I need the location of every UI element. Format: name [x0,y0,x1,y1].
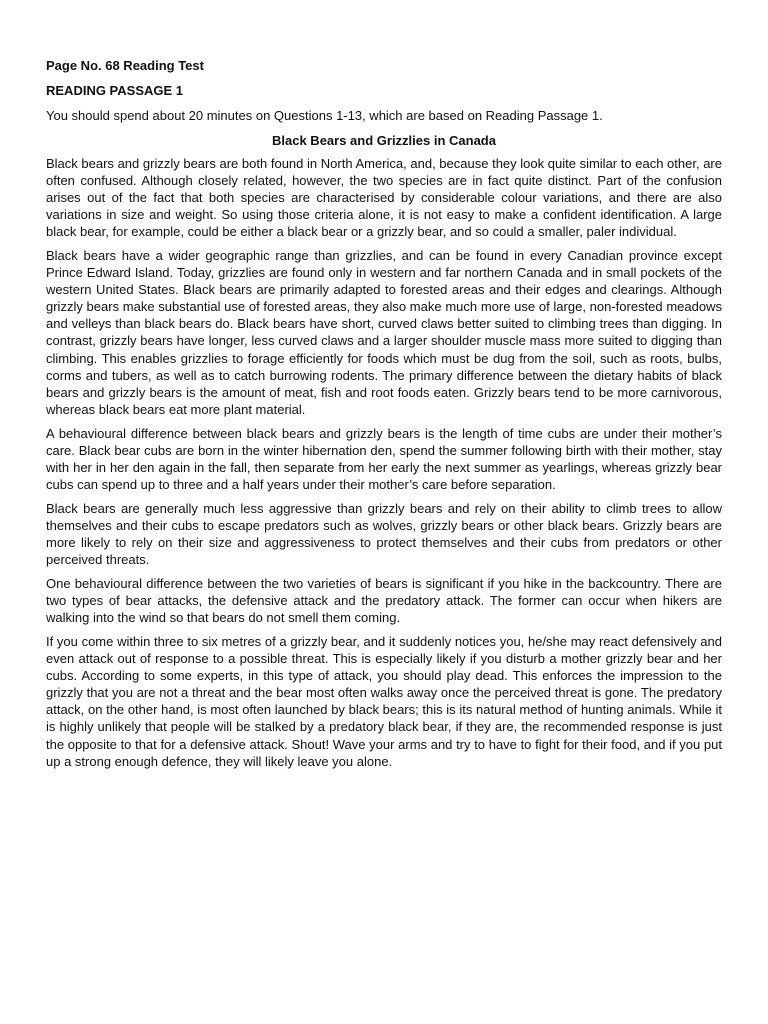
section-label: READING PASSAGE 1 [46,83,184,98]
paragraph-1: Black bears and grizzly bears are both found in North America, and, because they look quite similar to each other, are often confused. Although closely related, however, the two species are in fact quite distinct. Part of the confusion arises out of the fact that both species are characterised by considerable colour variations, and there are also variations in size and weight. So using those criteria alone, it is not easy to make a confident identification. A large black bear, for example, could be either a black bear or a grizzly bear, and so could a smaller, paler individual. [46,156,722,240]
paragraph-4: Black bears are generally much less aggressive than grizzly bears and rely on their ability to climb trees to allow themselves and their cubs to escape predators such as wolves, grizzly bears or other black bears. Grizzly bears are more likely to rely on their size and aggressiveness to protect themselves and their cubs from predators or other perceived threats. [46,500,722,568]
paragraph-5: One behavioural difference between the two varieties of bears is significant if you hike in the backcountry. There are two types of bear attacks, the defensive attack and the predatory attack. The former can occur when hikers are walking into the wind so that bears do not smell them coming. [46,576,722,626]
paragraph-6: If you come within three to six metres of a grizzly bear, and it suddenly notices you, he/she may react defensively and even attack out of response to a possible threat. This is especially likely if you disturb a mother grizzly bear and her cubs. According to some experts, in this type of attack, you should play dead. This enforces the impression to the grizzly that you are not a threat and the bear most often walks away once the perceived threat is gone. The predatory attack, on the other hand, is most often launched by black bears; this is its natural method of hunting animals. While it is highly unlikely that people will be stalked by a predatory black bear, if they are, the recommended response is just the opposite to that for a defensive attack. Shout! Wave your arms and try to have to fight for their food, and if you put up a strong enough defence, they will likely leave you alone. [46,634,722,769]
instruction-text: You should spend about 20 minutes on Questions 1-13, which are based on Reading Passage 1. [46,108,603,123]
document-page [46,57,722,777]
passage-title: Black Bears and Grizzlies in Canada [272,133,496,148]
paragraph-3: A behavioural difference between black bears and grizzly bears is the length of time cubs are under their mother’s care. Black bear cubs are born in the winter hibernation den, spend the summer following birth with their mother, stay with her in her den again in the fall, then separate from her early the next summer as yearlings, whereas grizzly bear cubs can spend up to three and a half years under their mother’s care before separation. [46,425,722,492]
paragraph-2: Black bears have a wider geographic range than grizzlies, and can be found in every Canadian province except Prince Edward Island. Today, grizzlies are found only in western and far northern Canada and in small pockets of the western United States. Black bears are primarily adapted to forested areas and their edges and clearings. Although grizzly bears make substantial use of forested areas, they also make much more use of large, non-forested meadows and velleys than black bears do. Black bears have short, curved claws better suited to climbing trees than digging. In contrast, grizzly bears have longer, less curved claws and a larger shoulder muscle mass more suited to digging than climbing. This enables grizzlies to forage efficiently for foods which must be dug from the soil, such as roots, bulbs, corms and tubers, as well as to catch burrowing rodents. The primary difference between the dietary habits of black bears and grizzly bears is the amount of meat, fish and root foods eaten. Grizzly bears tend to be more carnivorous, whereas black bears eat more plant material. [46,248,722,417]
page-label: Page No. 68 Reading Test [46,58,204,73]
